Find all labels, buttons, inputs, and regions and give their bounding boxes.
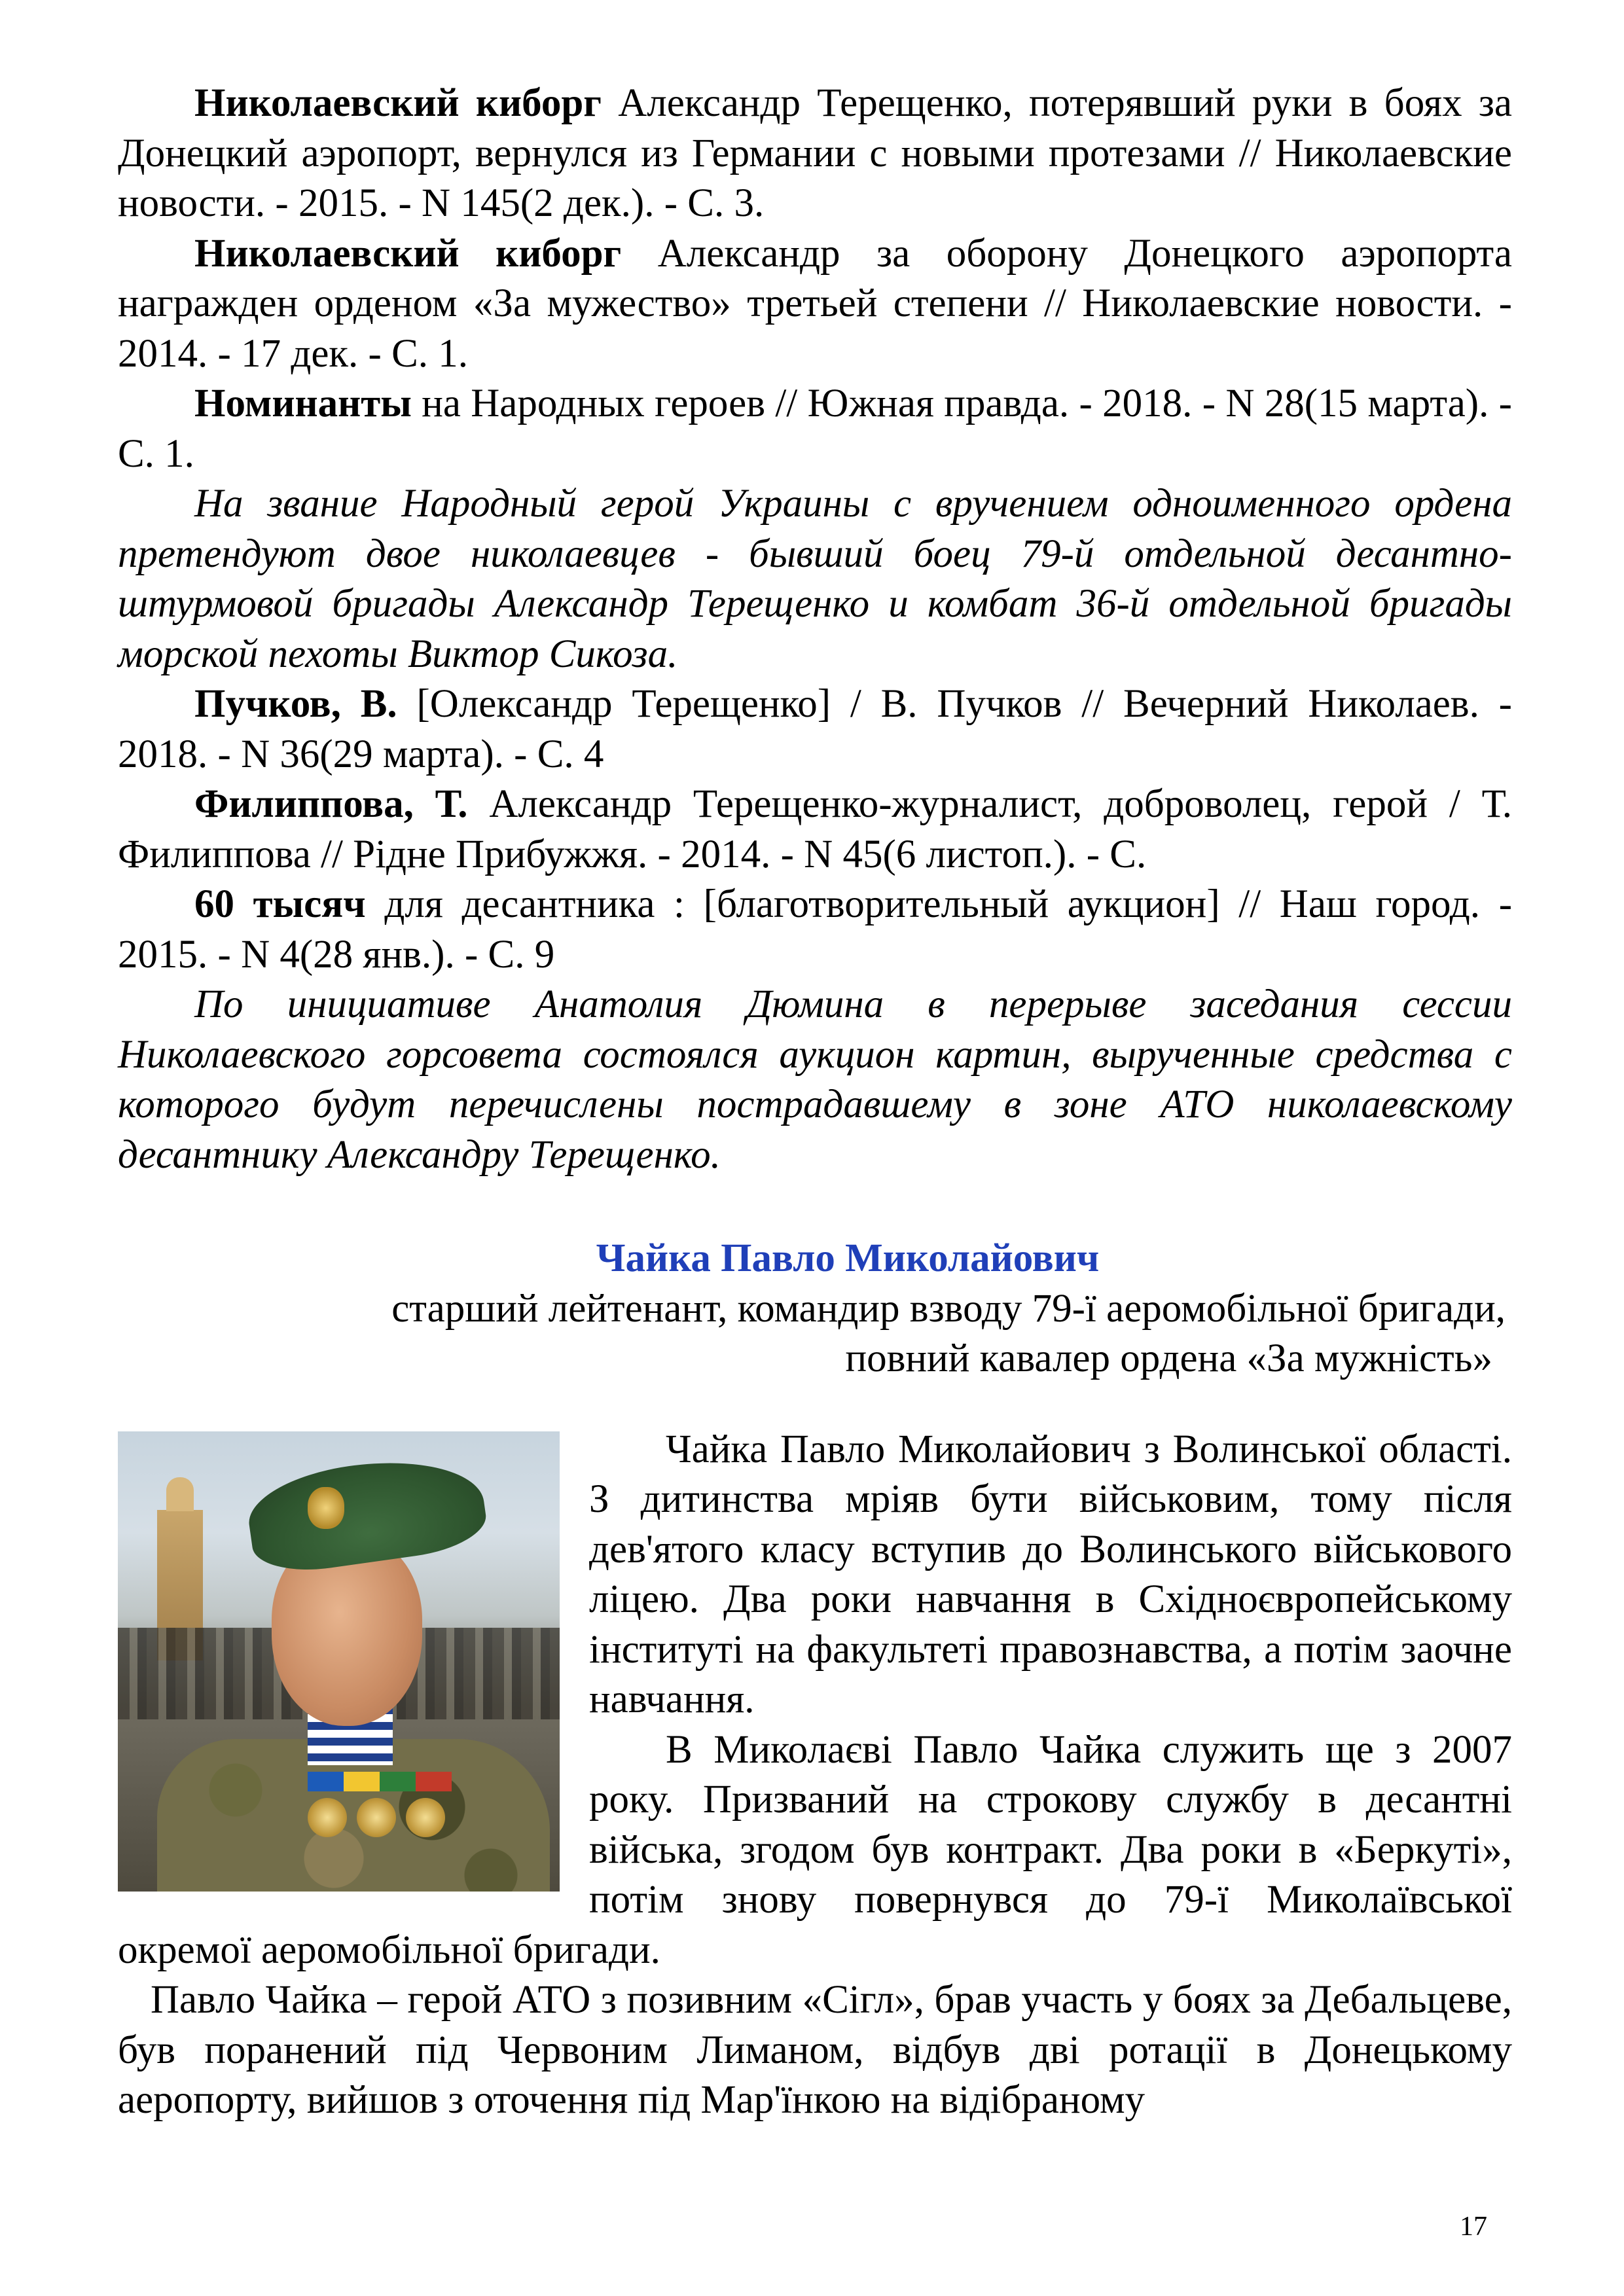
medal-icon <box>406 1798 445 1837</box>
entry-text: на Народных героев // Южная правда. - 2018. - N 28(15 марта). - С. 1. <box>118 382 1512 476</box>
bio-paragraph: Павло Чайка – герой АТО з позивним «Сігл», брав участь у боях за Дебальцеве, був поранений під Червоним Лиманом, відбув дві ротації в Донецькому аеропорту, вийшов з оточення під Мар'їнкою на відібраному <box>118 1978 1512 2122</box>
biography <box>118 1425 1512 2126</box>
portrait-photo <box>118 1431 560 1892</box>
bibliography-entry <box>118 79 1512 229</box>
person-subtitle-line2: повний кавалер ордена «За мужність» <box>845 1336 1492 1380</box>
bibliography-entry <box>118 229 1512 380</box>
medal-icon <box>308 1798 347 1837</box>
entry-text: [Олександр Терещенко] / В. Пучков // Вечерний Николаев. - 2018. - N 36(29 марта). - С. 4 <box>118 682 1512 776</box>
bibliography-entry <box>118 780 1512 880</box>
person-heading: Чайка Павло Миколайович <box>596 1236 1100 1280</box>
entry-text: Александр Терещенко-журналист, доброволец, герой / Т. Филиппова // Рідне Прибужжя. - 2014. - N 45(6 листоп.). - С. <box>118 782 1512 876</box>
entry-text: для десантника : [благотворительный аукцион] // Наш город. - 2015. - N 4(28 янв.). - С. 9 <box>118 882 1513 977</box>
page-number: 17 <box>1460 2212 1487 2242</box>
bibliography-entry <box>118 679 1512 780</box>
page-body <box>118 79 1512 2126</box>
entry-annotation: На звание Народный герой Украины с вручением одноименного ордена претендуют двое николаевцев - бывший боец 79-й отдельной десантно-штурмовой бригады Александр Терещенко и комбат 36-й отдельной бригады морской пехоты Виктор Сикоза. <box>118 482 1512 676</box>
person-subtitle-line1: старший лейтенант, командир взводу 79-ї аеромобільної бригади, <box>391 1286 1506 1331</box>
entry-text: Александр за оборону Донецкого аэропорта награжден орденом «За мужество» третьей степени // Николаевские новости. - 2014. - 17 дек. - С. 1. <box>118 231 1513 376</box>
beret-badge-icon <box>308 1487 344 1529</box>
bio-paragraph: Чайка Павло Миколайович з Волинської області. З дитинства мріяв бути військовим, тому після дев'ятого класу вступив до Волинського військового ліцею. Два роки навчання в Східноєвропейському інституті на факультеті правознавства, а потім заочне навчання. <box>589 1427 1512 1721</box>
bibliography-entry <box>118 880 1512 980</box>
entry-title: Николаевский киборг <box>194 81 602 125</box>
medal-icon <box>357 1798 396 1837</box>
entry-text: Александр Терещенко, потерявший руки в боях за Донецкий аэропорт, вернулся из Германии с новыми протезами // Николаевские новости. - 2015. - N 145(2 дек.). - С. 3. <box>118 81 1512 225</box>
entry-title: 60 тысяч <box>194 882 366 926</box>
entry-title: Пучков, В. <box>194 682 397 726</box>
bibliography-entry <box>118 379 1512 479</box>
entry-title: Николаевский киборг <box>194 231 622 276</box>
entry-annotation: По инициативе Анатолия Дюмина в перерыве заседания сессии Николаевского горсовета состоялся аукцион картин, вырученные средства с которого будут перечислены пострадавшему в зоне АТО николаевскому десантнику Александру Терещенко. <box>118 982 1512 1177</box>
bio-paragraph: В Миколаєві Павло Чайка служить ще з 2007 року. Призваний на строкову службу в десантні війська, згодом був контракт. Два роки в «Беркуті», потім знову повернувся до 79-ї Миколаївської окремої аеромобільної бригади. <box>118 1727 1512 1972</box>
entry-title: Филиппова, Т. <box>194 782 468 826</box>
entry-title: Номинанты <box>194 382 412 425</box>
